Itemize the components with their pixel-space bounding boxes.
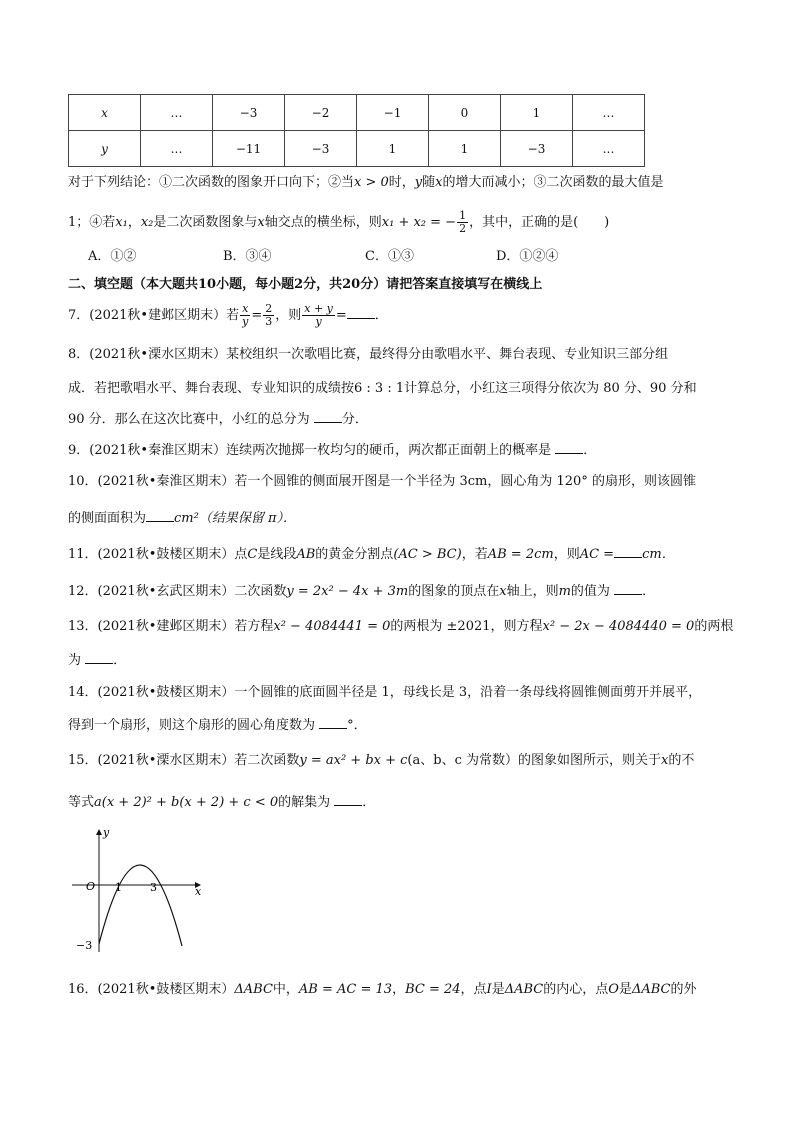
q16-text: 中，	[272, 982, 299, 997]
q11-text: cm．	[642, 547, 675, 562]
answer-blank[interactable]	[85, 651, 113, 664]
question-10-line-1: 10．(2021秋•秦淮区期末）若一个圆锥的侧面展开图是一个半径为 3cm，圆心角为 120° 的扇形，则该圆锥	[68, 474, 696, 489]
parabola-curve	[99, 865, 182, 946]
question-13-line-1	[68, 618, 733, 636]
q12-math: m	[558, 584, 571, 599]
question-14-line-2	[68, 716, 367, 735]
q12-text: 的值为	[570, 584, 615, 599]
q7-text: =	[251, 308, 263, 323]
table-cell: 1	[357, 131, 429, 167]
q7-text: ，则	[275, 308, 302, 323]
q14-text: °．	[347, 718, 367, 733]
q12-text: 的图象的顶点在	[408, 584, 500, 599]
table-cell: y	[69, 131, 141, 167]
question-11	[68, 545, 675, 564]
choice-d[interactable]: D．①②④	[496, 249, 559, 264]
q16-text: 的内心，点	[543, 982, 609, 997]
q16-math: AB = AC = 13	[298, 982, 393, 997]
q13-text: 为	[68, 653, 86, 668]
q16-math: ΔABC	[504, 982, 544, 997]
q6-math: x > 0	[354, 175, 389, 190]
q11-math: (AC > BC)	[393, 547, 462, 562]
table-cell: 1	[429, 131, 501, 167]
q13-text: 13．(2021秋•建邺区期末）若方程	[68, 619, 274, 634]
tick-label: −3	[76, 939, 93, 952]
q6-math: x₂	[140, 215, 154, 230]
answer-blank[interactable]	[614, 582, 642, 595]
q8-text: 分．	[341, 412, 368, 427]
q15-math: y = ax² + bx + c	[299, 753, 408, 768]
fraction-numerator: 2	[265, 302, 273, 315]
origin-label: O	[86, 880, 96, 893]
q6-line-1	[68, 174, 664, 192]
q16-text: 16．(2021秋•鼓楼区期末）	[68, 982, 235, 997]
q12-text: ．	[642, 584, 656, 599]
q11-text: ，若	[461, 547, 488, 562]
question-15-line-1	[68, 752, 694, 770]
q16-text: ，点	[460, 982, 487, 997]
question-10-line-2	[68, 509, 296, 528]
q6-text: 轴交点的横坐标，则	[264, 215, 382, 230]
q13-math: x² − 4084441 = 0	[273, 619, 391, 634]
fraction-numerator: 1	[459, 209, 467, 222]
q13-text: 的两根	[694, 619, 734, 634]
q10-text: cm²（结果保留 π）．	[174, 511, 297, 526]
q15-math: x	[660, 753, 669, 768]
q10-text: 的侧面面积为	[68, 511, 147, 526]
fraction-denominator: 3	[265, 315, 273, 328]
q16-text: ，	[392, 982, 406, 997]
q15-text: 15．(2021秋•溧水区期末）若二次函数	[68, 753, 300, 768]
answer-blank[interactable]	[334, 793, 362, 806]
choice-b[interactable]: B．③④	[223, 249, 272, 264]
parabola-graph	[68, 826, 208, 956]
fraction	[240, 303, 250, 328]
question-16	[68, 981, 696, 999]
question-14-line-1: 14．(2021秋•鼓楼区期末）一个圆锥的底面圆半径是 1，母线长是 3，沿着一条母线将圆锥侧面剪开并展平，	[68, 685, 702, 700]
fraction-denominator: y	[242, 315, 249, 328]
q12-text: 轴上，则	[506, 584, 559, 599]
q15-math: a(x + 2)² + b(x + 2) + c < 0	[94, 795, 279, 810]
q16-math: ΔABC	[234, 982, 273, 997]
q11-text: 11．(2021秋•鼓楼区期末）点	[68, 547, 248, 562]
q16-math: I	[486, 982, 492, 997]
q6-math: y	[414, 175, 423, 190]
table-cell: …	[141, 131, 213, 167]
xy-value-table	[68, 94, 645, 167]
table-cell: x	[69, 95, 141, 131]
q11-text: 的黄金分割点	[315, 547, 394, 562]
answer-blank[interactable]	[555, 441, 583, 454]
question-8-line-1: 8．(2021秋•溧水区期末）某校组织一次歌唱比赛，最终得分由歌唱水平、舞台表现、专业知识三部分组	[68, 347, 669, 362]
table-cell: …	[573, 95, 645, 131]
q13-text: ．	[113, 653, 127, 668]
q12-math: y = 2x² − 4x + 3m	[286, 584, 409, 599]
q6-text: 时，	[388, 175, 415, 190]
q6-text: 是二次函数图象与	[153, 215, 258, 230]
q7-text: =	[335, 308, 347, 323]
fraction	[302, 303, 335, 328]
fraction	[457, 210, 468, 235]
q7-text: 7．(2021秋•建邺区期末）若	[68, 308, 240, 323]
fraction-denominator: y	[315, 315, 322, 328]
table-cell: …	[573, 131, 645, 167]
q11-text: ，则	[553, 547, 580, 562]
q6-text: 的增大而减小；③二次函数的最大值是	[442, 175, 664, 190]
answer-blank[interactable]	[347, 306, 375, 319]
q16-text: 是	[618, 982, 632, 997]
tick-label: 1	[115, 881, 122, 894]
q13-math: x² − 2x − 4084440 = 0	[542, 619, 695, 634]
q6-text: 1；④若	[68, 215, 116, 230]
question-7	[68, 303, 388, 328]
table-cell: −2	[285, 95, 357, 131]
q15-text: ．	[362, 795, 376, 810]
q16-math: O	[608, 982, 619, 997]
table-cell: 1	[501, 95, 573, 131]
q11-math: AB = 2cm	[487, 547, 554, 562]
table-cell: −1	[357, 95, 429, 131]
q8-text: 90 分．那么在这次比赛中，小红的总分为	[68, 412, 314, 427]
answer-blank[interactable]	[614, 545, 642, 558]
q15-text: 等式	[68, 795, 95, 810]
choice-c[interactable]: C．①③	[365, 249, 414, 264]
question-12	[68, 582, 655, 601]
q11-text: 是线段	[257, 547, 297, 562]
x-axis-label: x	[195, 885, 202, 898]
answer-blank[interactable]	[319, 716, 347, 729]
q14-text: 得到一个扇形，则这个扇形的圆心角度数为	[68, 718, 320, 733]
tick-label: 3	[150, 881, 157, 894]
q9-text: 9．(2021秋•秦淮区期末）连续两次抛掷一枚均匀的硬币，两次都正面朝上的概率是	[68, 443, 556, 458]
answer-blank[interactable]	[146, 509, 174, 522]
q11-math: AB	[296, 547, 316, 562]
q16-text: 是	[491, 982, 505, 997]
q16-math: BC = 24	[405, 982, 461, 997]
table-cell: −3	[213, 95, 285, 131]
q15-text: 的不	[668, 753, 695, 768]
q6-text: 随	[422, 175, 436, 190]
fraction-numerator: x + y	[304, 302, 333, 315]
section-title: 二、填空题（本大题共10小题，每小题2分，共20分）请把答案直接填写在横线上	[68, 277, 543, 292]
q16-text: 的外	[670, 982, 697, 997]
answer-blank[interactable]	[314, 410, 342, 423]
q6-line-2	[68, 210, 609, 235]
question-8-line-3	[68, 410, 368, 429]
q12-math: x	[499, 584, 507, 599]
fraction	[263, 303, 274, 328]
q9-text: ．	[583, 443, 597, 458]
q15-text: (a、b、c 为常数）的图象如图所示，则关于	[407, 753, 661, 768]
q12-text: 12．(2021秋•玄武区期末）二次函数	[68, 584, 287, 599]
q6-text: 对于下列结论：①二次函数的图象开口向下；②当	[68, 175, 355, 190]
question-8-line-2: 成．若把歌唱水平、舞台表现、专业知识的成绩按6 : 3 : 1计算总分，小红这三项得分依次为 80 分、90 分和	[68, 381, 697, 396]
table-cell: −3	[285, 131, 357, 167]
table-row	[69, 95, 645, 131]
q6-math: x	[257, 215, 265, 230]
q6-math: x₁	[115, 215, 128, 230]
table-cell: −11	[213, 131, 285, 167]
table-row	[69, 131, 645, 167]
y-axis-label: y	[103, 826, 110, 839]
question-15-line-2	[68, 793, 375, 812]
q7-text: ．	[374, 308, 388, 323]
q11-math: C	[247, 547, 258, 562]
choice-a[interactable]: A．①②	[88, 249, 137, 264]
q6-math: x₁ + x₂ = −	[381, 215, 457, 230]
q6-math: x	[435, 175, 443, 190]
q15-text: 的解集为	[278, 795, 335, 810]
q13-text: 的两根为 ±2021，则方程	[390, 619, 543, 634]
q6-text: ，其中，正确的是( )	[469, 215, 610, 230]
fraction-denominator: 2	[459, 222, 467, 235]
fraction-numerator: x	[242, 302, 249, 315]
table-cell: 0	[429, 95, 501, 131]
question-13-line-2	[68, 651, 126, 670]
q16-math: ΔABC	[631, 982, 671, 997]
q6-text: ，	[127, 215, 141, 230]
table-cell: …	[141, 95, 213, 131]
table-cell: −3	[501, 131, 573, 167]
q11-math: AC =	[579, 547, 615, 562]
question-9	[68, 441, 596, 460]
